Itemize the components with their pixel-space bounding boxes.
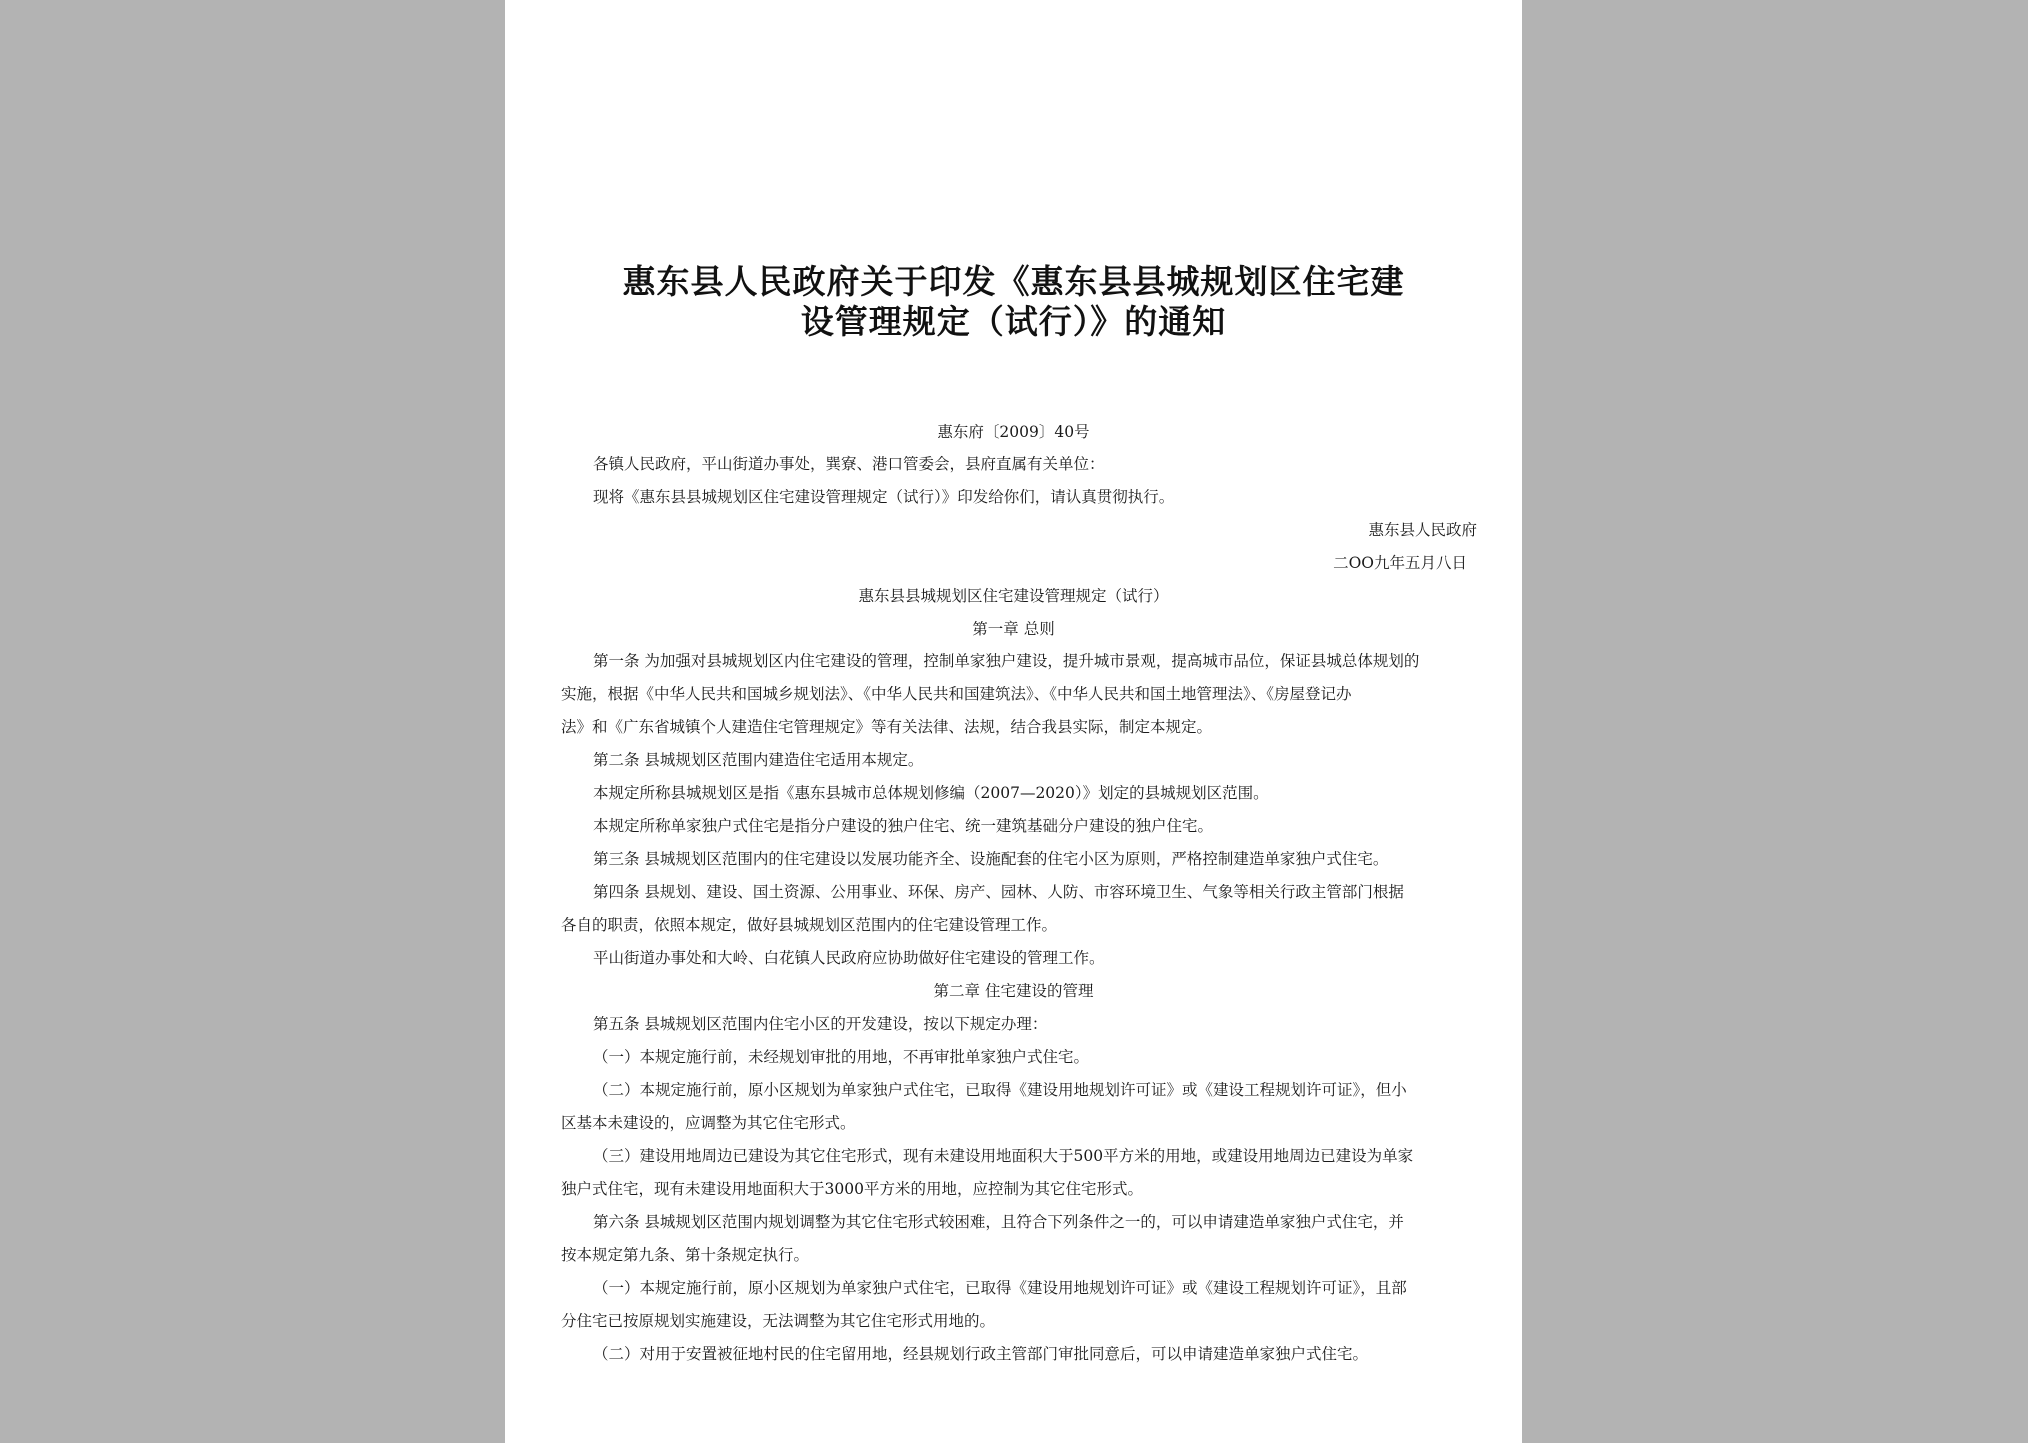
paragraph-line: 本规定所称单家独户式住宅是指分户建设的独户住宅、统一建筑基础分户建设的独户住宅。 bbox=[593, 817, 1214, 835]
paragraph-line: （一）本规定施行前，未经规划审批的用地，不再审批单家独户式住宅。 bbox=[593, 1048, 1090, 1066]
regulation-title: 惠东县县城规划区住宅建设管理规定（试行） bbox=[858, 587, 1169, 605]
paragraph-line: 第五条 县城规划区范围内住宅小区的开发建设，按以下规定办理： bbox=[593, 1015, 1048, 1033]
paragraph-line: 独户式住宅，现有未建设用地面积大于3000平方米的用地，应控制为其它住宅形式。 bbox=[561, 1180, 1143, 1198]
paragraph-line: （二）对用于安置被征地村民的住宅留用地，经县规划行政主管部门审批同意后，可以申请建造单家独户式住宅。 bbox=[593, 1345, 1369, 1363]
notice-body: 现将《惠东县县城规划区住宅建设管理规定（试行）》印发给你们，请认真贯彻执行。 bbox=[593, 488, 1175, 506]
paragraph-line: 分住宅已按原规划实施建设，无法调整为其它住宅形式用地的。 bbox=[561, 1312, 996, 1330]
paragraph-line: 区基本未建设的，应调整为其它住宅形式。 bbox=[561, 1114, 856, 1132]
chapter-2-heading: 第二章 住宅建设的管理 bbox=[933, 982, 1094, 1000]
paragraph-line: 法》和《广东省城镇个人建造住宅管理规定》等有关法律、法规，结合我县实际，制定本规定。 bbox=[561, 718, 1213, 736]
paragraph-line: （二）本规定施行前，原小区规划为单家独户式住宅，已取得《建设用地规划许可证》或《建设工程规划许可证》，但小 bbox=[593, 1081, 1407, 1099]
issuer: 惠东县人民政府 bbox=[1368, 521, 1477, 539]
document-number: 惠东府〔2009〕40号 bbox=[937, 423, 1090, 441]
paragraph-line: 按本规定第九条、第十条规定执行。 bbox=[561, 1246, 810, 1264]
paragraph-line: （三）建设用地周边已建设为其它住宅形式，现有未建设用地面积大于500平方米的用地，或建设用地周边已建设为单家 bbox=[593, 1147, 1414, 1165]
paragraph-line: 各自的职责，依照本规定，做好县城规划区范围内的住宅建设管理工作。 bbox=[561, 916, 1058, 934]
paragraph-line: 第四条 县规划、建设、国土资源、公用事业、环保、房产、园林、人防、市容环境卫生、气象等相关行政主管部门根据 bbox=[593, 883, 1404, 901]
paragraph-line: 本规定所称县城规划区是指《惠东县城市总体规划修编（2007—2020）》划定的县城规划区范围。 bbox=[593, 784, 1269, 802]
paragraph-line: 第一条 为加强对县城规划区内住宅建设的管理，控制单家独户建设，提升城市景观，提高城市品位，保证县城总体规划的 bbox=[593, 652, 1420, 670]
title-line-1: 惠东县人民政府关于印发《惠东县县城规划区住宅建 bbox=[622, 262, 1405, 301]
paragraph-line: 实施，根据《中华人民共和国城乡规划法》、《中华人民共和国建筑法》、《中华人民共和国土地管理法》、《房屋登记办 bbox=[561, 685, 1352, 703]
document-title bbox=[545, 262, 1482, 342]
document-page bbox=[505, 0, 1522, 1443]
chapter-1-heading: 第一章 总则 bbox=[972, 620, 1055, 638]
title-line-2: 设管理规定（试行）》的通知 bbox=[800, 302, 1227, 341]
addressee-line: 各镇人民政府，平山街道办事处，巽寮、港口管委会，县府直属有关单位： bbox=[593, 455, 1105, 473]
paragraph-line: 平山街道办事处和大岭、白花镇人民政府应协助做好住宅建设的管理工作。 bbox=[593, 949, 1105, 967]
paragraph-line: 第六条 县城规划区范围内规划调整为其它住宅形式较困难，且符合下列条件之一的，可以申请建造单家独户式住宅，并 bbox=[593, 1213, 1404, 1231]
paragraph-line: 第二条 县城规划区范围内建造住宅适用本规定。 bbox=[593, 751, 924, 769]
paragraph-line: 第三条 县城规划区范围内的住宅建设以发展功能齐全、设施配套的住宅小区为原则，严格控制建造单家独户式住宅。 bbox=[593, 850, 1389, 868]
issue-date: 二OO九年五月八日 bbox=[1333, 554, 1467, 572]
paragraph-line: （一）本规定施行前，原小区规划为单家独户式住宅，已取得《建设用地规划许可证》或《建设工程规划许可证》，且部 bbox=[593, 1279, 1407, 1297]
